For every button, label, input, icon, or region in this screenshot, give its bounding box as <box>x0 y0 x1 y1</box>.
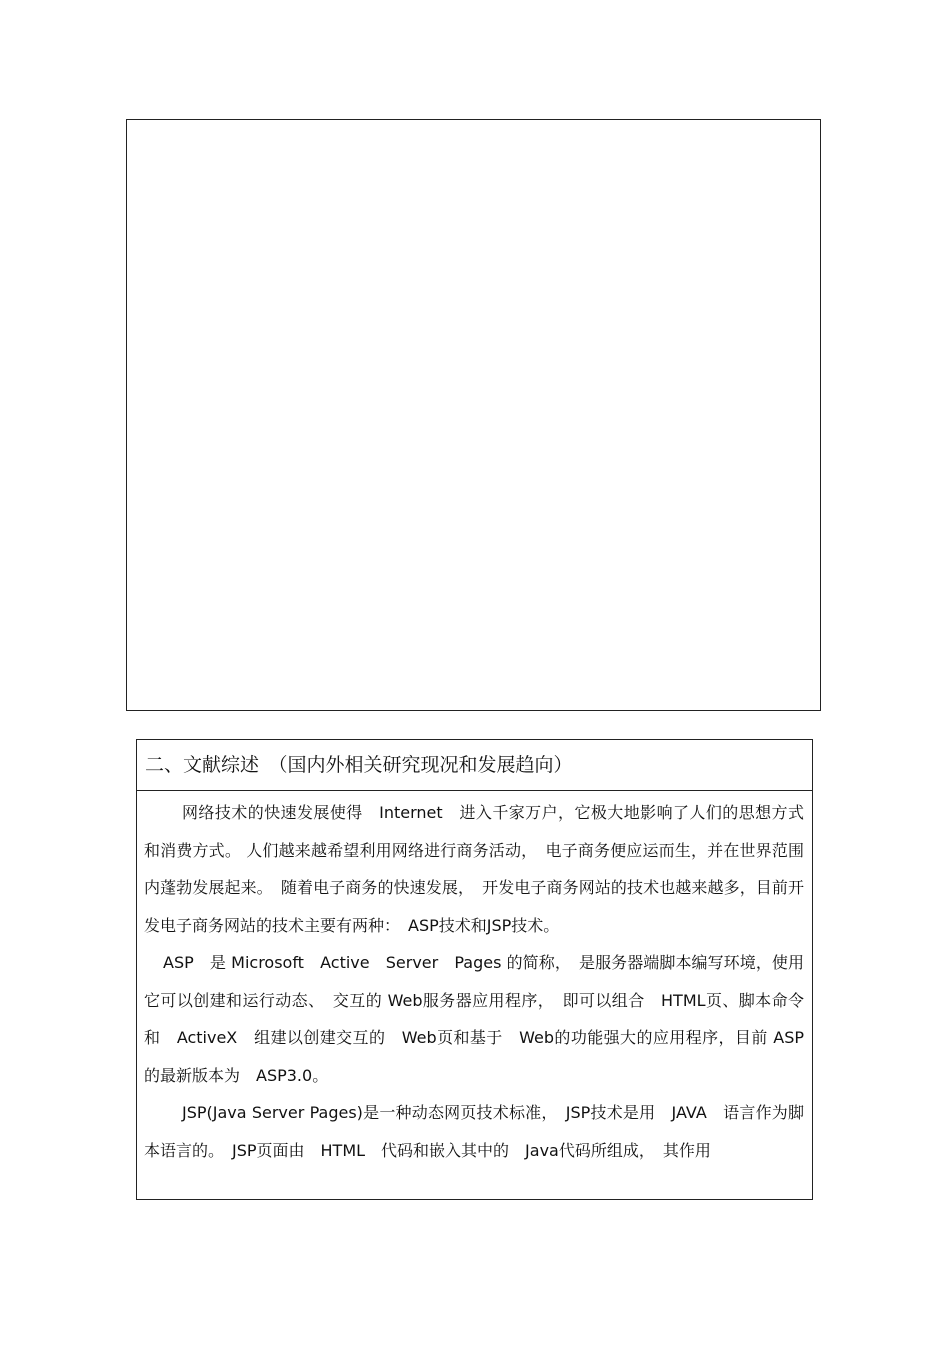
literature-review-table <box>136 739 813 1200</box>
paragraph-network-tech: 网络技术的快速发展使得 Internet 进入千家万户，它极大地影响了人们的思想方式和消费方式。 人们越来越希望利用网络进行商务活动， 电子商务便应运而生，并在世界范围内蓬勃发展起来。 随着电子商务的快速发展， 开发电子商务网站的技术也越来越多，目前开发电子商务网站的技术主要有两种： ASP技术和JSP技术。 <box>144 803 804 935</box>
empty-table-cell <box>126 119 821 711</box>
paragraph-jsp: JSP(Java Server Pages)是一种动态网页技术标准， JSP技术是用 JAVA 语言作为脚本语言的。 JSP页面由 HTML 代码和嵌入其中的 Java代码所组成， 其作用 <box>144 1103 804 1160</box>
paragraph-asp: ASP 是 Microsoft Active Server Pages 的简称， 是服务器端脚本编写环境，使用它可以创建和运行动态、 交互的 Web服务器应用程序， 即可以组合 HTML页、脚本命令和 ActiveX 组建以创建交互的 Web页和基于 Web的功能强大的应用程序，目前 ASP的最新版本为 ASP3.0。 <box>144 953 804 1085</box>
section-heading: 二、文献综述 （国内外相关研究现况和发展趋向） <box>137 740 812 791</box>
section-body <box>137 791 812 1169</box>
